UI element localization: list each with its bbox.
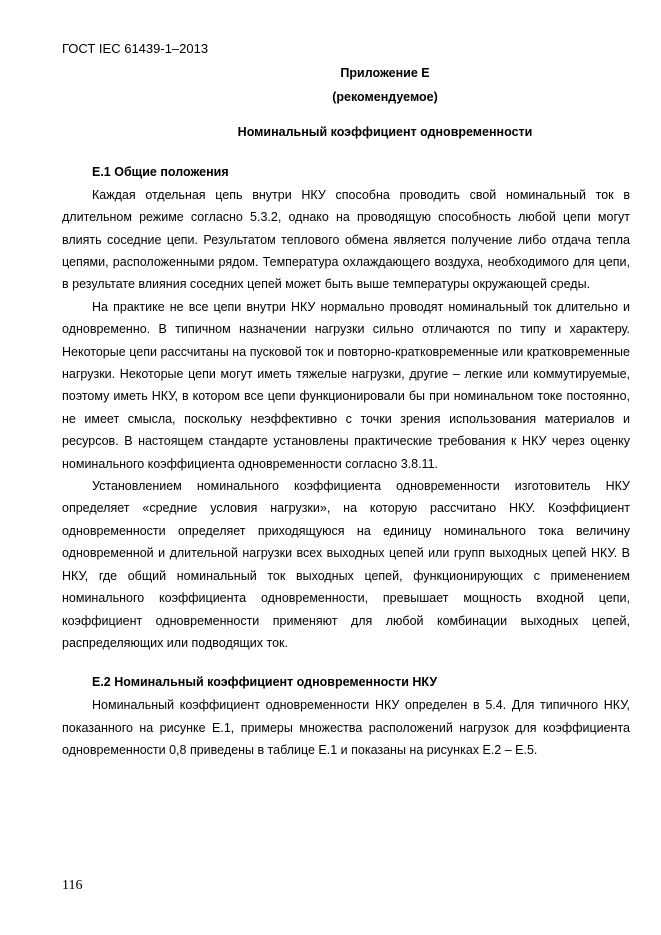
section-e1 — [62, 161, 630, 654]
paragraph: Установлением номинального коэффициента одновременности изготовитель НКУ определяет «средние условия нагрузки», на которую рассчитано НКУ. Коэффициент одновременности определяет приходящуюся на единицу номинального тока величину одновременной и длительной нагрузки всех выходных цепей или групп выходных цепей НКУ. В НКУ, где общий номинальный ток выходных цепей, функционирующих с применением номинального коэффициента одновременности, превышает мощность входной цепи, коэффициент одновременности применяют для любой комбинации выходных цепей, распределяющих или подводящих ток. — [62, 479, 630, 650]
annex-heading: Номинальный коэффициент одновременности — [237, 125, 533, 139]
document-body — [62, 161, 630, 761]
paragraph: Каждая отдельная цепь внутри НКУ способна проводить свой номинальный ток в длительном режиме согласно 5.3.2, однако на проводящую способность любой цепи могут влиять соседние цепи. Результатом теплового обмена является получение либо отдача тепла цепями, расположенными рядом. Температура охлаждающего воздуха, необходимого для цепи, в результате влияния соседних цепей может быть выше температуры окружающей среды. — [62, 187, 630, 292]
document-code: ГОСТ IEC 61439-1–2013 — [62, 41, 209, 56]
section-title: Е.2 Номинальный коэффициент одновременности НКУ — [92, 675, 438, 690]
paragraph: Номинальный коэффициент одновременности НКУ определен в 5.4. Для типичного НКУ, показанного на рисунке Е.1, примеры множества расположений нагрузок для коэффициента одновременности 0,8 приведены в таблице Е.1 и показаны на рисунках Е.2 – Е.5. — [62, 698, 630, 757]
annex-title: Приложение Е — [340, 66, 430, 80]
section-title: Е.1 Общие положения — [92, 165, 229, 179]
section-e2 — [62, 671, 630, 761]
annex-status: (рекомендуемое) — [332, 90, 438, 104]
page-number: 116 — [62, 878, 83, 893]
paragraph: На практике не все цепи внутри НКУ нормально проводят номинальный ток длительно и одновременно. В типичном назначении нагрузки сильно отличаются по типу и характеру. Некоторые цепи рассчитаны на пусковой ток и повторно-кратковременные или кратковременные нагрузки. Некоторые цепи могут иметь тяжелые нагрузки, другие – легкие или коммутируемые, поэтому иметь НКУ, в котором все цепи функционировали бы при номинальном токе постоянно, не имеет смысла, поскольку неэффективно с точки зрения использования материалов и ресурсов. В настоящем стандарте установлены практические требования к НКУ через оценку номинального коэффициента одновременности согласно 3.8.11. — [62, 299, 630, 471]
